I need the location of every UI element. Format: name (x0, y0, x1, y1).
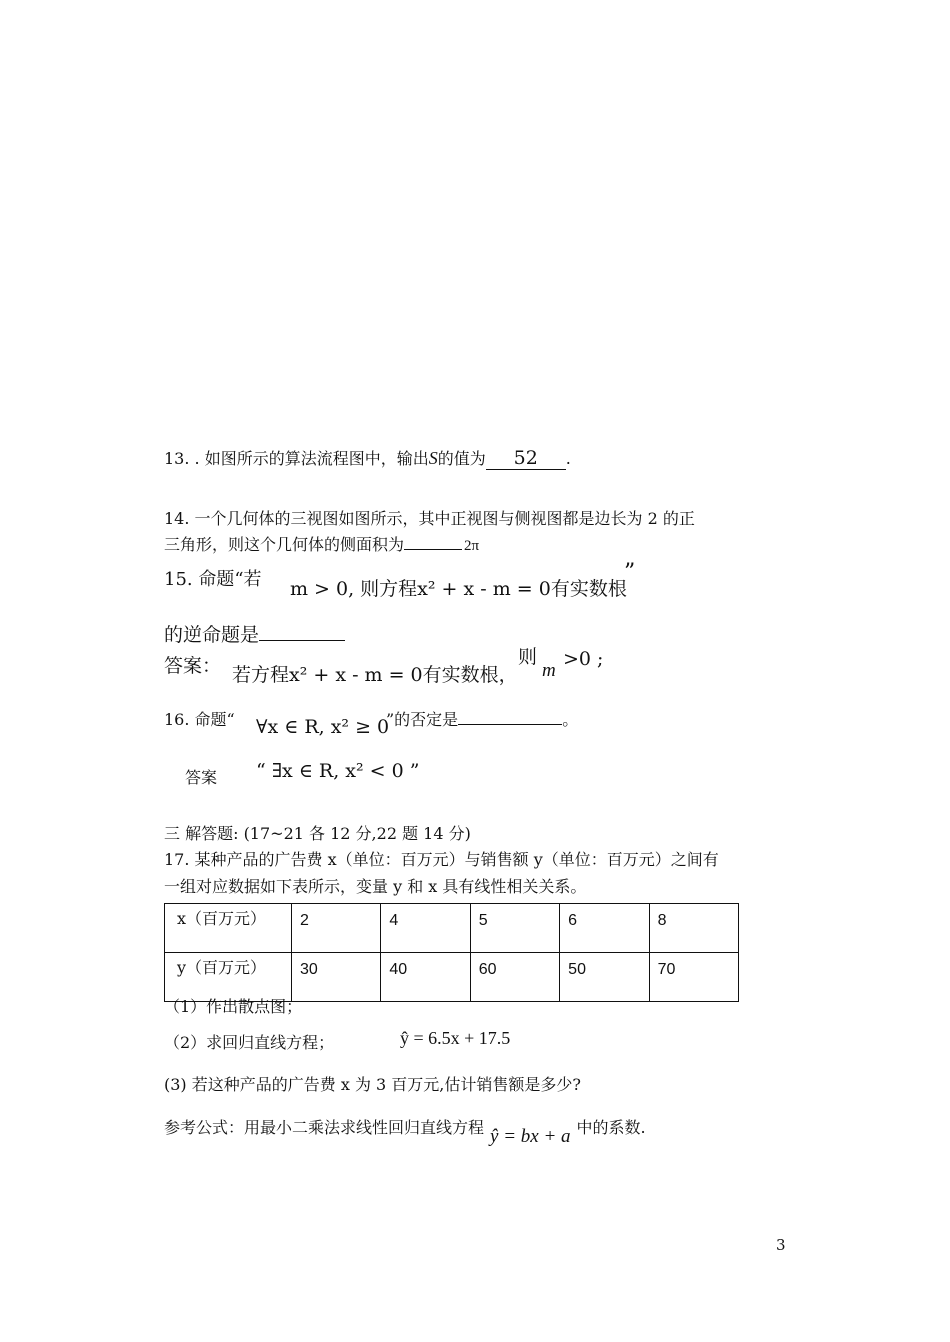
q15-answer-label: 答案： (164, 655, 222, 677)
q16-answer-expr: “ ∃x ∈ R, x² < 0 ” (256, 760, 420, 782)
q16-answer-blank (458, 724, 562, 725)
q15-prefix: 15. 命题“若 (164, 569, 262, 590)
q15-line2 (164, 620, 345, 647)
ref-prefix: 参考公式：用最小二乘法求线性回归直线方程 (164, 1118, 485, 1137)
q14-text: 三角形，则这个几何体的侧面积为 (164, 535, 405, 554)
question-14-line1: 14. 一个几何体的三视图如图所示，其中正视图与侧视图都是边长为 2 的正 (164, 509, 695, 528)
question-13 (164, 446, 571, 470)
q15-condition: m > 0, 则方程x² + x - m = 0有实数根 (290, 578, 627, 600)
table-cell: 6 (560, 904, 649, 953)
q17-part2-answer: ŷ = 6.5x + 17.5 (400, 1028, 511, 1048)
table-cell: 50 (560, 953, 649, 1002)
table-cell: 4 (381, 904, 470, 953)
table-cell: 8 (649, 904, 738, 953)
table-cell: 70 (649, 953, 738, 1002)
q15-answer-m: m (542, 660, 556, 681)
q13-text: 13. . 如图所示的算法流程图中，输出 (164, 449, 429, 468)
table-cell: 40 (381, 953, 470, 1002)
table-row-x (165, 904, 739, 953)
table-cell: 2 (292, 904, 381, 953)
q17-part3: (3) 若这种产品的广告费 x 为 3 百万元,估计销售额是多少? (164, 1075, 581, 1094)
q17-part1: （1）作出散点图； (164, 997, 303, 1016)
q13-answer-blank (486, 447, 566, 470)
q16-prefix: 16. 命题“ (164, 710, 235, 729)
q16-suffix-line (386, 707, 578, 730)
data-table (164, 903, 739, 1002)
q13-answer: 52 (513, 447, 538, 469)
table-head-y: y（百万元） (165, 953, 292, 1002)
q15-close-quote: ” (624, 560, 636, 585)
q13-text2: 的值为 (437, 449, 486, 468)
question-14-line2 (164, 532, 479, 555)
table-cell: 60 (470, 953, 559, 1002)
q17-line2: 一组对应数据如下表所示，变量 y 和 x 具有线性相关关系。 (164, 877, 587, 896)
table-cell: 30 (292, 953, 381, 1002)
q13-end: . (565, 449, 571, 468)
section-3-heading: 三 解答题: (17~21 各 12 分,22 题 14 分) (164, 824, 471, 843)
q15-converse-label: 的逆命题是 (164, 624, 260, 646)
q14-answer-blank (404, 549, 462, 550)
table-cell: 5 (470, 904, 559, 953)
q14-answer: 2π (464, 538, 480, 554)
q16-suffix: ”的否定是 (386, 710, 459, 729)
q13-var: S (428, 448, 438, 468)
q17-line1: 17. 某种产品的广告费 x（单位：百万元）与销售额 y（单位：百万元）之间有 (164, 850, 719, 869)
table-head-x: x（百万元） (165, 904, 292, 953)
ref-expr: ŷ = bx + a (490, 1126, 571, 1147)
q16-end: 。 (562, 710, 579, 729)
q16-answer-label: 答案 (185, 768, 218, 787)
ref-suffix: 中的系数. (576, 1118, 646, 1137)
q16-expr: ∀x ∈ R, x² ≥ 0 (256, 716, 390, 738)
q15-answer-tail: >0 ; (563, 648, 604, 670)
q15-answer-blank (259, 640, 345, 641)
q15-answer-expr: 若方程x² + x - m = 0有实数根， (232, 664, 518, 686)
page-number: 3 (776, 1236, 786, 1254)
q17-part2: （2）求回归直线方程； (164, 1033, 335, 1052)
reference-formula (164, 1115, 646, 1147)
q15-answer-then: 则 (518, 646, 538, 668)
